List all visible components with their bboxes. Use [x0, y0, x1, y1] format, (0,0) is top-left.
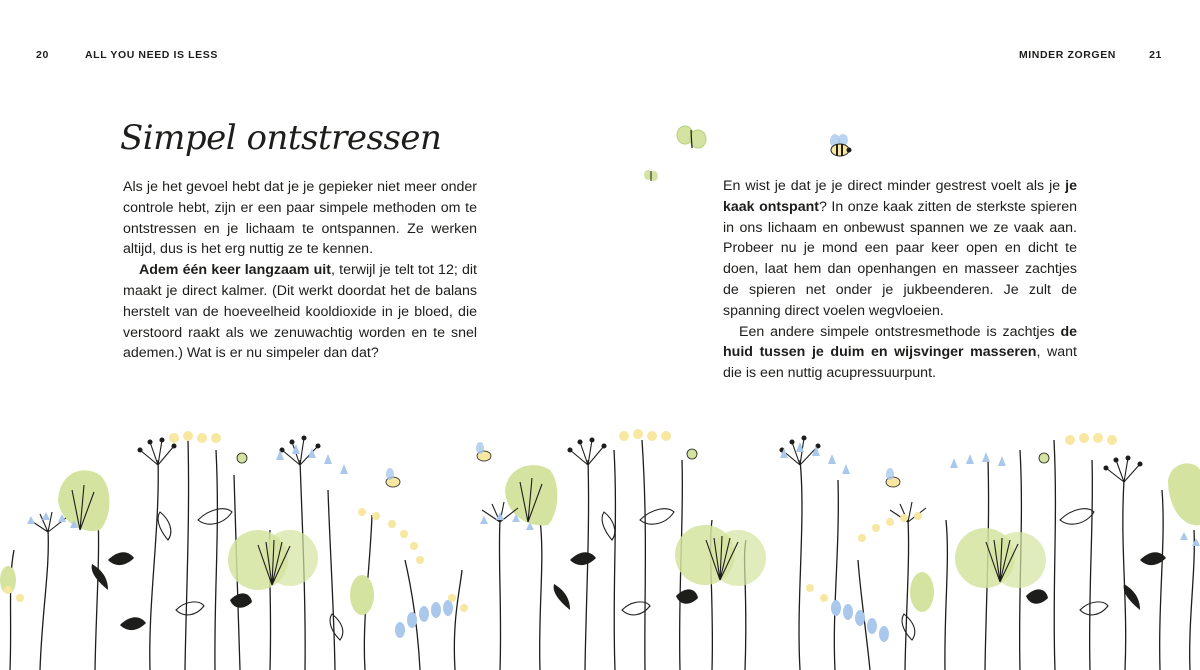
left-paragraph-2-bold: Adem één keer langzaam uit [139, 262, 331, 279]
right-paragraph-1-bold: je kaak ontspant [723, 178, 1077, 215]
bee-icon [826, 134, 854, 160]
running-header-left-title: ALL YOU NEED IS LESS [85, 49, 218, 61]
right-text-column [723, 176, 1077, 384]
right-paragraph-2-text-b: , want die is een nuttig acupressuurpunt. [723, 344, 1077, 382]
right-paragraph-1-text-a: En wist je dat je je direct minder gestrest voelt als je [723, 178, 1066, 194]
left-paragraph-2-text: , terwijl je telt tot 12; dit maakt je direct kalmer. (Dit werkt doordat het de balans herstelt van de hoeveelheid kooldioxide in je bloed, die verstoord raakt als we zenuwachtig worden en te snel ademen.) Wat is er nu simpeler dan dat? [123, 262, 477, 362]
left-paragraph-2 [123, 260, 477, 364]
right-paragraph-2 [723, 322, 1077, 384]
left-paragraph-1: Als je het gevoel hebt dat je je gepieker niet meer onder controle hebt, zijn er een paar simpele methoden om te ontstressen en je lichaam te ontspannen. Ze werken altijd, dus is het erg nuttig ze te kennen. [123, 179, 477, 258]
right-paragraph-1-text-b: ? In onze kaak zitten de sterkste spieren in ons lichaam en onbewust spannen we ze vaak aan. Probeer nu je mond een paar keer open en dicht te doen, laat hem dan openhangen en masseer zachtjes de spieren net onder je jukbeenderen. Je zult de spanning direct voelen wegvloeien. [723, 198, 1077, 319]
right-paragraph-2-text-a: Een andere simpele ontstresmethode is zachtjes [739, 323, 1061, 340]
butterfly-icon [642, 168, 660, 184]
right-paragraph-2-bold: de huid tussen je duim en wijsvinger masseren [723, 323, 1077, 361]
running-header-right-page-number: 21 [1149, 49, 1162, 61]
running-header-left-page-number: 20 [36, 49, 49, 61]
running-header-right-title: MINDER ZORGEN [1018, 49, 1116, 61]
wildflower-meadow [0, 420, 1200, 670]
left-text-column [123, 177, 477, 364]
section-title: Simpel ontstressen [120, 118, 442, 158]
butterfly-icon [674, 124, 710, 154]
right-paragraph-1 [723, 176, 1077, 322]
